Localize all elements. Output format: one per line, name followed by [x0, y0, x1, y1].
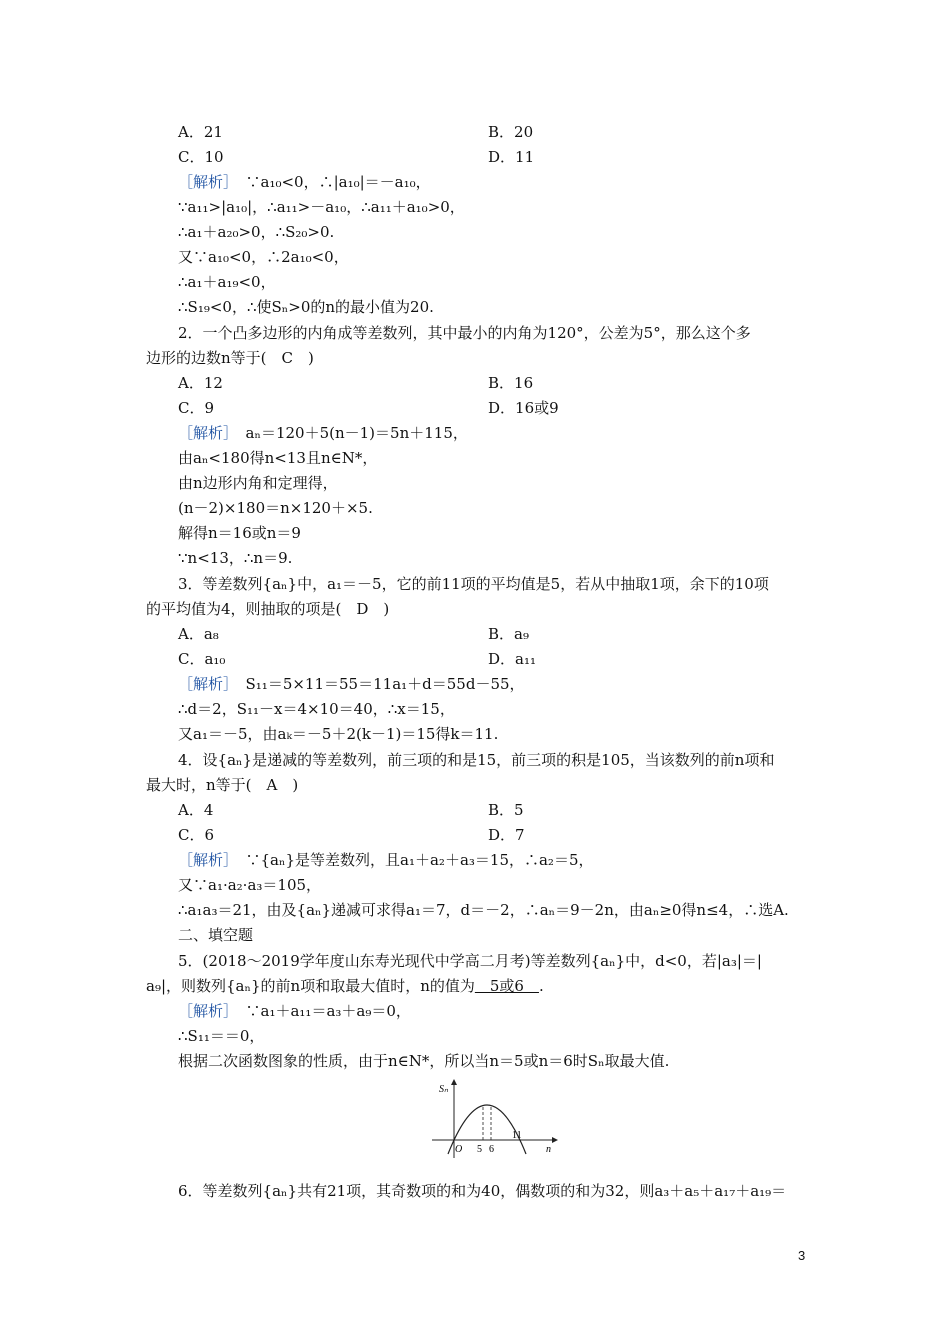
text-line	[178, 825, 214, 845]
line-text: 的平均值为4，则抽取的项是( D )	[146, 600, 390, 618]
text-line	[178, 1001, 411, 1021]
line-text: ∴a₁＋a₂₀>0，∴S₂₀>0.	[178, 223, 335, 241]
text-line	[178, 900, 789, 920]
line-text: 又a₁＝－5，由aₖ＝－5＋2(k－1)＝15得k＝11.	[178, 725, 499, 743]
text-line	[178, 951, 762, 971]
text-line	[178, 473, 338, 493]
line-text: A．a₈	[178, 625, 219, 643]
line-text: D．11	[488, 148, 535, 166]
text-line	[178, 323, 751, 343]
text-line	[178, 674, 525, 694]
line-text: 二、填空题	[178, 926, 254, 944]
text-line	[178, 750, 774, 770]
line-text: B．5	[488, 801, 524, 819]
tick-label-5: 5	[477, 1144, 482, 1155]
line-text-end: .	[538, 977, 544, 995]
line-text: D．16或9	[488, 399, 559, 417]
line-text: C．9	[178, 399, 215, 417]
text-line	[488, 147, 534, 167]
line-text: ∴a₁＋a₁₉<0，	[178, 273, 276, 291]
text-line	[178, 498, 373, 518]
text-line	[178, 1051, 669, 1071]
text-line	[488, 398, 559, 418]
x-axis-label: n	[546, 1144, 551, 1155]
line-text: 6．等差数列{aₙ}共有21项，其奇数项的和为40，偶数项的和为32，则a₃＋a₅＋a₁₇＋a₁₉＝	[178, 1182, 787, 1200]
line-text: ∵n<13，∴n＝9.	[178, 549, 293, 567]
line-text: ∵a₁＋a₁₁＝a₃＋a₉＝0，	[230, 1002, 411, 1020]
text-line	[178, 800, 213, 820]
line-text: ∴d＝2，S₁₁－x＝4×10＝40，∴x＝15，	[178, 700, 455, 718]
line-text: 由aₙ<180得n<13且n∈N*，	[178, 449, 378, 467]
text-line	[488, 800, 524, 820]
text-line	[178, 373, 223, 393]
line-text: (n－2)×180＝n×120＋×5.	[178, 499, 373, 517]
analysis-tag: ［解析］	[178, 851, 231, 869]
text-line	[488, 649, 536, 669]
line-text: ∵a₁₀<0，∴|a₁₀|＝－a₁₀，	[230, 173, 431, 191]
text-line	[488, 373, 533, 393]
sn-graph	[428, 1078, 558, 1160]
line-text: 3．等差数列{aₙ}中，a₁＝－5，它的前11项的平均值是5，若从中抽取1项，余下的10项	[178, 575, 769, 593]
line-text: B．16	[488, 374, 534, 392]
line-text: ∵{aₙ}是等差数列，且a₁＋a₂＋a₃＝15，∴a₂＝5，	[230, 851, 594, 869]
text-line	[178, 875, 321, 895]
text-line	[178, 925, 253, 945]
text-line	[178, 172, 431, 192]
text-line	[178, 297, 434, 317]
page-number: 3	[798, 1248, 806, 1263]
line-text: 根据二次函数图象的性质，由于n∈N*，所以当n＝5或n＝6时Sₙ取最大值.	[178, 1052, 670, 1070]
line-text: 4．设{aₙ}是递减的等差数列，前三项的和是15，前三项的积是105，当该数列的前n项和	[178, 751, 775, 769]
text-line	[178, 1026, 264, 1046]
text-line	[178, 699, 455, 719]
text-line	[146, 348, 314, 368]
text-line	[178, 448, 377, 468]
line-text: a₉|，则数列{aₙ}的前n项和取最大值时，n的值为	[146, 977, 475, 995]
line-text: D．7	[488, 826, 525, 844]
line-text: 解得n＝16或n＝9	[178, 524, 301, 542]
text-line	[146, 599, 389, 619]
line-text: ∴a₁a₃＝21，由及{aₙ}递减可求得a₁＝7，d＝－2，∴aₙ＝9－2n，由aₙ≥0得n≤4，∴选A.	[178, 901, 789, 919]
text-line	[178, 523, 301, 543]
text-line	[146, 775, 298, 795]
line-text: ∴S₁₉<0，∴使Sₙ>0的n的最小值为20.	[178, 298, 434, 316]
analysis-tag: ［解析］	[178, 675, 231, 693]
line-text: A．4	[178, 801, 214, 819]
line-text: B．a₉	[488, 625, 529, 643]
text-line	[178, 1181, 786, 1201]
line-text: 又∵a₁·a₂·a₃＝105，	[178, 876, 322, 894]
origin-label: O	[455, 1144, 463, 1155]
text-line	[178, 574, 769, 594]
line-text: 边形的边数n等于( C )	[146, 349, 314, 367]
y-axis-arrow	[451, 1079, 457, 1085]
x-axis-arrow	[552, 1137, 558, 1143]
analysis-tag: ［解析］	[178, 1002, 231, 1020]
line-text: 由n边形内角和定理得，	[178, 474, 338, 492]
line-text: S₁₁＝5×11＝55＝11a₁＋d＝55d－55，	[230, 675, 525, 693]
line-text: C．a₁₀	[178, 650, 226, 668]
text-line	[178, 724, 498, 744]
text-line	[488, 122, 533, 142]
tick-label-11: 11	[512, 1130, 522, 1141]
text-line	[178, 147, 224, 167]
line-text: 5．(2018～2019学年度山东寿光现代中学高二月考)等差数列{aₙ}中，d<0，若|a₃|＝|	[178, 952, 762, 970]
tick-label-6: 6	[489, 1144, 494, 1155]
y-axis-label: Sₙ	[439, 1084, 448, 1095]
text-line	[178, 548, 292, 568]
line-text: aₙ＝120＋5(n－1)＝5n＋115，	[230, 424, 468, 442]
line-text: D．a₁₁	[488, 650, 536, 668]
text-line	[178, 247, 349, 267]
line-text: B．20	[488, 123, 534, 141]
text-line	[178, 197, 465, 217]
answer-blank: 5或6	[474, 977, 539, 995]
line-text: A．12	[178, 374, 223, 392]
line-text: 又∵a₁₀<0，∴2a₁₀<0，	[178, 248, 349, 266]
analysis-tag: ［解析］	[178, 173, 231, 191]
line-text: ∵a₁₁>|a₁₀|，∴a₁₁>－a₁₀，∴a₁₁＋a₁₀>0，	[178, 198, 465, 216]
text-line	[178, 649, 225, 669]
text-line	[178, 272, 276, 292]
text-line	[488, 624, 529, 644]
line-text: 最大时，n等于( A )	[146, 776, 299, 794]
line-text: 2．一个凸多边形的内角成等差数列，其中最小的内角为120°，公差为5°，那么这个多	[178, 324, 751, 342]
line-text: C．10	[178, 148, 224, 166]
line-text: A．21	[178, 123, 223, 141]
text-line	[488, 825, 525, 845]
line-text: C．6	[178, 826, 215, 844]
text-line	[178, 122, 223, 142]
text-line	[178, 423, 468, 443]
text-line	[146, 976, 544, 996]
text-line	[178, 850, 594, 870]
line-text: ∴S₁₁＝＝0，	[178, 1027, 265, 1045]
text-line	[178, 624, 219, 644]
analysis-tag: ［解析］	[178, 424, 231, 442]
text-line	[178, 222, 334, 242]
text-line	[178, 398, 214, 418]
